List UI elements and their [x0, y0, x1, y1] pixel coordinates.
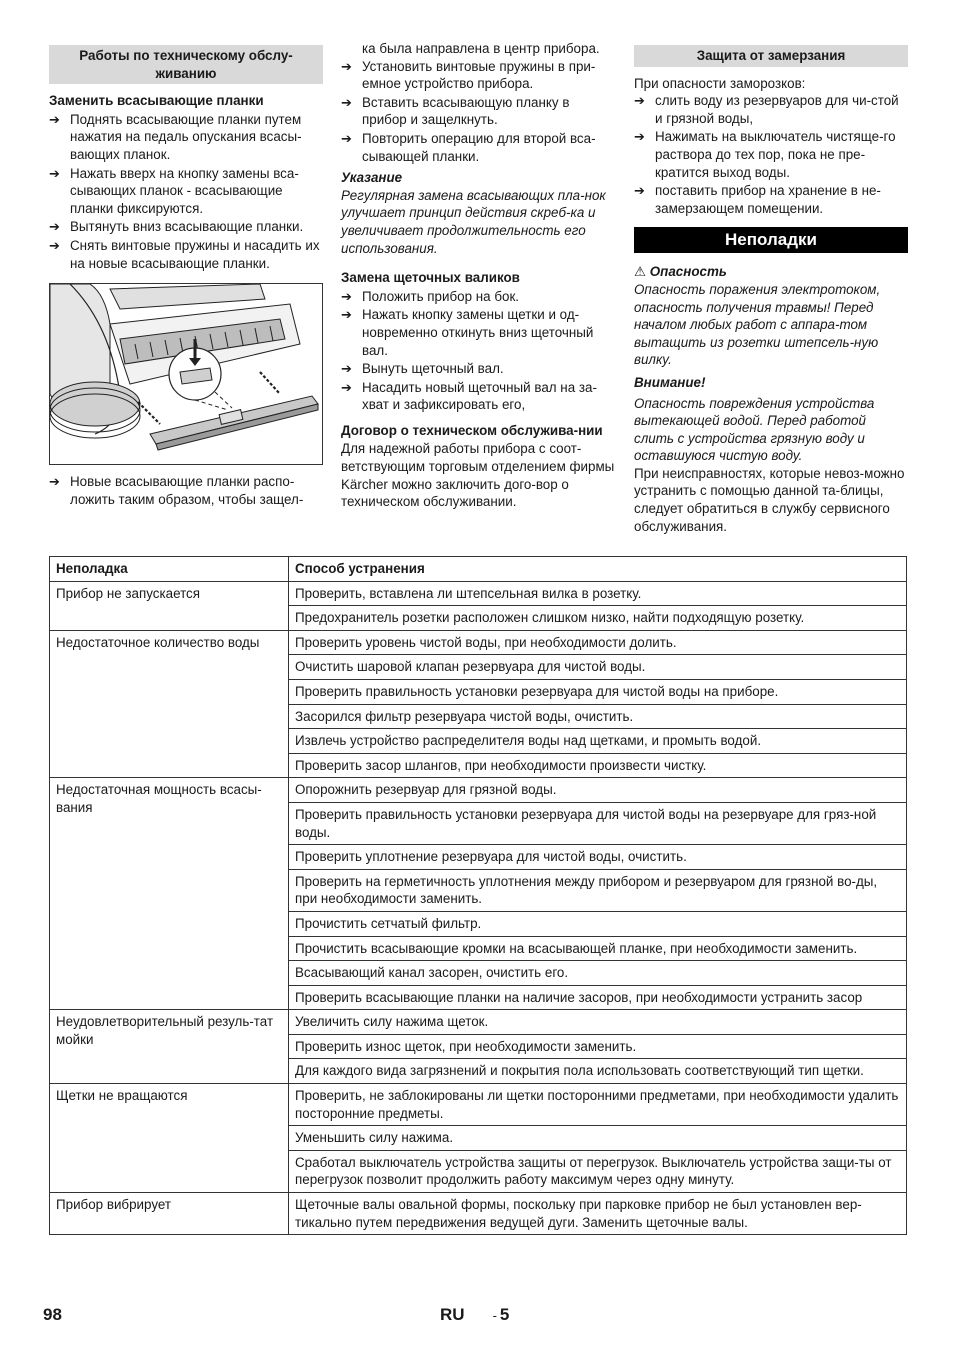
column-header-remedy: Способ устранения [289, 557, 907, 582]
danger-heading [634, 263, 908, 281]
remedy-cell: Прочистить сетчатый фильтр. [289, 911, 907, 936]
device-drawing [50, 284, 322, 464]
danger-text: Опасность поражения электротоком, опасность получения травмы! Перед началом любых работ с аппара-том вытащить из розетки штепсель-ную вилку. [634, 281, 881, 368]
note-title: Указание [341, 170, 403, 186]
step-item: ➔ Вытянуть вниз всасывающие планки. [49, 219, 304, 235]
table-row [50, 1010, 907, 1035]
arrow-right-icon: ➔ [49, 474, 60, 490]
continued-text: ка была направлена в центр прибора. [362, 41, 600, 56]
step-item: ➔ Вставить всасывающую планку в прибор и защелкнуть. [341, 94, 570, 128]
remedy-cell: Предохранитель розетки расположен слишком низко, найти подходящую розетку. [289, 606, 907, 631]
remedy-cell: Всасывающий канал засорен, очистить его. [289, 961, 907, 986]
subheading-service-contract: Договор о техническом обслужива-нии [341, 422, 603, 438]
remedy-cell: Проверить уплотнение резервуара для чистой воды, очистить. [289, 845, 907, 870]
arrow-right-icon: ➔ [341, 130, 352, 146]
step-item: ➔ слить воду из резервуаров для чи-стой и грязной воды, [634, 93, 899, 126]
arrow-right-icon: ➔ [49, 165, 60, 181]
fault-cell: Недостаточное количество воды [50, 630, 289, 778]
warning-triangle-icon: ⚠ [634, 264, 647, 280]
footer-dash: - [492, 1308, 497, 1323]
arrow-right-icon: ➔ [341, 288, 352, 304]
column-right [634, 40, 908, 535]
remedy-cell: Прочистить всасывающие кромки на всасывающей планке, при необходимости заменить. [289, 936, 907, 961]
remedy-cell: Сработал выключатель устройства защиты от перегрузок. Выключатель устройства защи-ты от перегрузок позволит продолжить работу максимум через одну минуту. [289, 1150, 907, 1192]
fault-table [49, 556, 907, 1235]
steps-list [634, 92, 908, 217]
arrow-right-icon: ➔ [634, 93, 645, 109]
attention-text: Опасность повреждения устройства вытекающей водой. Перед работой слить с устройства грязную воду и оставшуюся чистую воду. [634, 395, 875, 464]
subheading-replace-brushes: Замена щеточных валиков [341, 270, 520, 286]
step-item: ➔ Нажимать на выключатель чистяще-го раствора до тех пор, пока не пре-кратится выход воды. [634, 129, 896, 180]
step-item: ➔ Снять винтовые пружины и насадить их на новые всасывающие планки. [49, 237, 320, 271]
arrow-right-icon: ➔ [341, 94, 352, 110]
remedy-cell: Засорился фильтр резервуара чистой воды, очистить. [289, 704, 907, 729]
step-item: ➔ Положить прибор на бок. [341, 288, 520, 304]
fault-cell: Щетки не вращаются [50, 1084, 289, 1193]
table-row [50, 581, 907, 606]
arrow-right-icon: ➔ [49, 219, 60, 235]
arrow-right-icon: ➔ [49, 237, 60, 253]
remedy-cell: Извлечь устройство распределителя воды над щетками, и промыть водой. [289, 729, 907, 754]
table-row [50, 1084, 907, 1126]
footer-language [440, 1306, 509, 1325]
step-item: ➔ Нажать вверх на кнопку замены вса-сывающих планок - всасывающие планки фиксируются. [49, 165, 299, 216]
remedy-cell: Проверить правильность установки резервуара для чистой воды на приборе. [289, 679, 907, 704]
steps-list-2 [49, 473, 323, 508]
section-title-maintenance: Работы по техническому обслу-живанию [49, 45, 323, 84]
step-item: ➔ Нажать кнопку замены щетки и од-новременно откинуть вниз щеточный вал. [341, 307, 594, 358]
section-title-faults: Неполадки [634, 227, 908, 253]
note-text: Регулярная замена всасывающих пла-нок улучшает принцип действия скреб-ка и увеличивает продолжительность его использования. [341, 187, 606, 256]
remedy-cell: Увеличить силу нажима щеток. [289, 1010, 907, 1035]
step-item: ➔ Поднять всасывающие планки путем нажатия на педаль опускания всасы-вающих планок. [49, 111, 302, 162]
arrow-right-icon: ➔ [341, 58, 352, 74]
subheading-replace-squeegees: Заменить всасывающие планки [49, 93, 264, 109]
step-item: ➔ Новые всасывающие планки распо-ложить таким образом, чтобы защел- [49, 474, 304, 507]
remedy-cell: Для каждого вида загрязнений и покрытия пола использовать соответствующий тип щетки. [289, 1059, 907, 1084]
remedy-cell: Щеточные валы овальной формы, поскольку при парковке прибор не был установлен вер-тикально путем передвижения ведущей дуги. Заменить щеточные валы. [289, 1193, 907, 1235]
danger-title: Опасность [649, 264, 727, 280]
remedy-cell: Проверить правильность установки резервуара для чистой воды на резервуаре для гряз-ной воды. [289, 802, 907, 844]
faults-outro: При неисправностях, которые невоз-можно устранить с помощью данной та-блицы, следует обратиться в службу сервисного обслуживания. [634, 465, 905, 534]
arrow-right-icon: ➔ [341, 307, 352, 323]
attention-title: Внимание! [634, 374, 706, 390]
remedy-cell: Проверить всасывающие планки на наличие засоров, при необходимости устранить засор [289, 985, 907, 1010]
fault-cell: Недостаточная мощность всасы-вания [50, 778, 289, 1010]
section-title-frost-protection: Защита от замерзания [634, 45, 908, 67]
remedy-cell: Проверить, не заблокированы ли щетки посторонними предметами, при необходимости удалить посторонние предметы. [289, 1084, 907, 1126]
fault-cell: Прибор вибрирует [50, 1193, 289, 1235]
remedy-cell: Проверить износ щеток, при необходимости заменить. [289, 1034, 907, 1059]
step-item: ➔ поставить прибор на хранение в не-замерзающем помещении. [634, 183, 881, 216]
table-header-row [50, 557, 907, 582]
step-item: ➔ Вынуть щеточный вал. [341, 361, 504, 377]
remedy-cell: Проверить уровень чистой воды, при необходимости долить. [289, 630, 907, 655]
step-item: ➔ Насадить новый щеточный вал на за-хват и зафиксировать его, [341, 379, 597, 413]
table-row [50, 630, 907, 655]
remedy-cell: Проверить засор шлангов, при необходимости произвести чистку. [289, 753, 907, 778]
service-contract-text: Для надежной работы прибора с соот-ветствующим торговым отделением фирмы Kärcher можно заключить дого-вор о техническом обслуживании. [341, 441, 615, 510]
remedy-cell: Очистить шаровой клапан резервуара для чистой воды. [289, 655, 907, 680]
fault-cell: Неудовлетворительный резуль-тат мойки [50, 1010, 289, 1084]
arrow-right-icon: ➔ [634, 129, 645, 145]
frost-intro: При опасности заморозков: [634, 75, 806, 91]
remedy-cell: Проверить, вставлена ли штепсельная вилка в розетку. [289, 581, 907, 606]
table-row [50, 778, 907, 803]
column-left [49, 40, 323, 509]
remedy-cell: Опорожнить резервуар для грязной воды. [289, 778, 907, 803]
fault-cell: Прибор не запускается [50, 581, 289, 630]
steps-list [341, 58, 615, 166]
language-code: RU [440, 1305, 465, 1324]
steps-list-2 [341, 288, 615, 414]
squeegee-illustration [49, 283, 323, 465]
arrow-right-icon: ➔ [634, 183, 645, 199]
arrow-right-icon: ➔ [341, 379, 352, 395]
remedy-cell: Уменьшить силу нажима. [289, 1126, 907, 1151]
section-number: 5 [499, 1305, 510, 1324]
arrow-right-icon: ➔ [341, 361, 352, 377]
arrow-right-icon: ➔ [49, 111, 60, 127]
column-header-fault: Неполадка [50, 557, 289, 582]
steps-list [49, 111, 323, 272]
remedy-cell: Проверить на герметичность уплотнения между прибором и резервуаром для грязной во-ды, при необходимости заменить. [289, 869, 907, 911]
page-number: 98 [43, 1305, 62, 1324]
step-item: ➔ Установить винтовые пружины в при-емное устройство прибора. [341, 58, 596, 92]
table-row [50, 1193, 907, 1235]
step-item: ➔ Повторить операцию для второй вса-сывающей планки. [341, 130, 596, 164]
column-middle [341, 40, 615, 511]
